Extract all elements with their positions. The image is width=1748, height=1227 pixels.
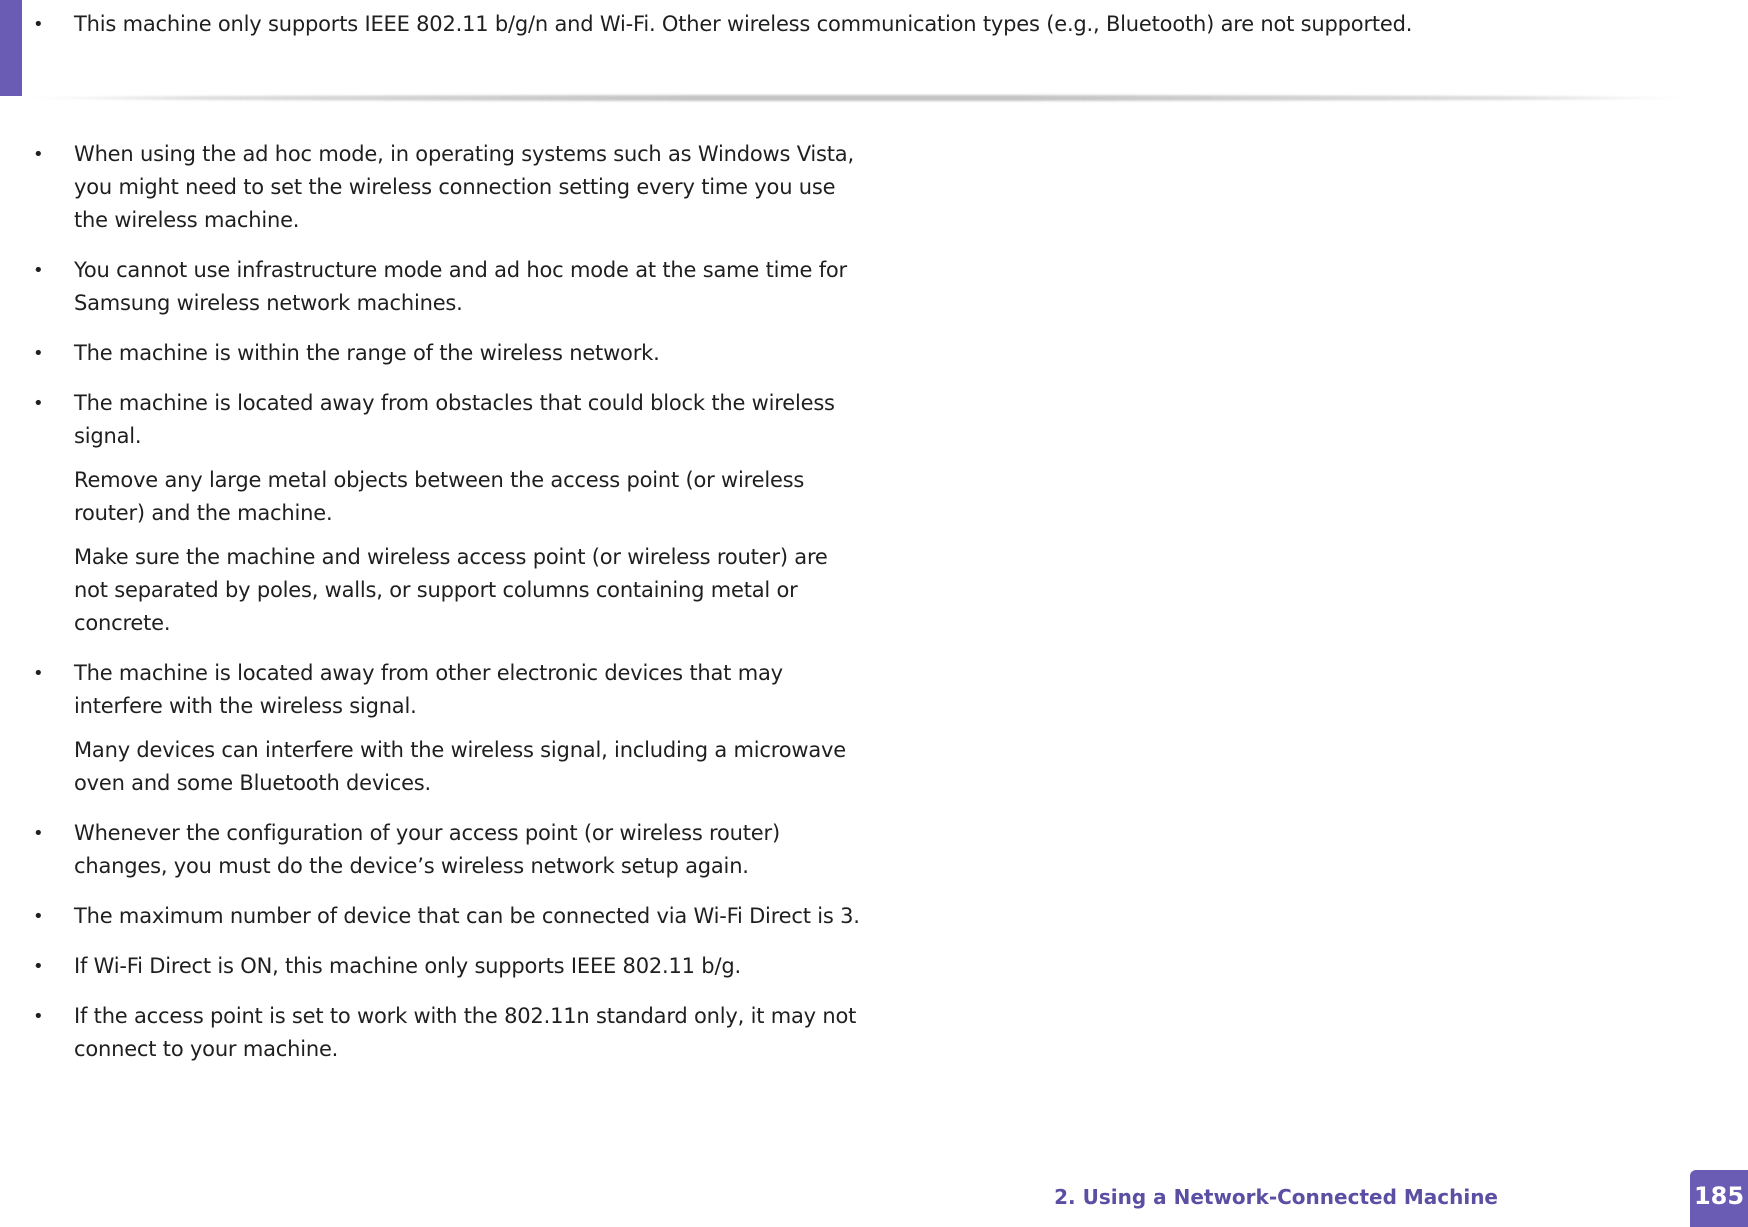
top-note (33, 8, 1633, 41)
list-item-text: You cannot use infrastructure mode and ad hoc mode at the same time for Samsung wireless network machines. (74, 258, 847, 315)
list-item (33, 254, 863, 320)
list-item-text: The machine is within the range of the wireless network. (74, 341, 660, 365)
left-accent-bar (0, 0, 22, 96)
list-item-text: The maximum number of device that can be connected via Wi-Fi Direct is 3. (74, 904, 860, 928)
list-item (33, 950, 863, 983)
list-item (33, 817, 863, 883)
list-item-text: If the access point is set to work with the 802.11n standard only, it may not connect to your machine. (74, 1004, 857, 1061)
list-item-subtext: Remove any large metal objects between the access point (or wireless router) and the machine. (74, 468, 805, 525)
list-item (33, 900, 863, 933)
list-item-subtext: Make sure the machine and wireless access point (or wireless router) are not separated by poles, walls, or support columns containing metal or concrete. (74, 545, 828, 635)
notes-list (33, 138, 863, 1083)
list-item-text: Whenever the configuration of your access point (or wireless router) changes, you must do the device’s wireless network setup again. (74, 821, 780, 878)
bullet-marker: • (33, 260, 44, 281)
list-item-body (74, 387, 863, 640)
list-item (33, 337, 863, 370)
header-divider (26, 95, 1686, 101)
list-item-text: When using the ad hoc mode, in operating systems such as Windows Vista, you might need to set the wireless connection setting every time you use the wireless machine. (74, 142, 854, 232)
bullet-marker: • (33, 1006, 44, 1027)
list-item-text: If Wi-Fi Direct is ON, this machine only supports IEEE 802.11 b/g. (74, 954, 741, 978)
list-item-body (74, 337, 863, 370)
list-item (33, 657, 863, 800)
top-note-text: This machine only supports IEEE 802.11 b/g/n and Wi-Fi. Other wireless communication types (e.g., Bluetooth) are not supported. (74, 12, 1413, 36)
footer-section-title: 2. Using a Network-Connected Machine (1054, 1185, 1498, 1209)
bullet-marker: • (33, 663, 44, 684)
bullet-marker: • (33, 393, 44, 414)
list-item (33, 138, 863, 237)
page-number-badge: 185 (1690, 1170, 1748, 1227)
bullet-marker: • (33, 14, 44, 35)
list-item (33, 387, 863, 640)
bullet-marker: • (33, 956, 44, 977)
list-item-body (74, 657, 863, 800)
list-item-body (74, 900, 863, 933)
list-item-text: The machine is located away from other electronic devices that may interfere with the wireless signal. (74, 661, 783, 718)
list-item-body (74, 1000, 863, 1066)
bullet-marker: • (33, 823, 44, 844)
list-item-text: The machine is located away from obstacles that could block the wireless signal. (74, 391, 835, 448)
list-item-body (74, 138, 863, 237)
list-item-subtext: Many devices can interfere with the wireless signal, including a microwave oven and some Bluetooth devices. (74, 738, 846, 795)
list-item-body (74, 950, 863, 983)
bullet-marker: • (33, 144, 44, 165)
bullet-marker: • (33, 343, 44, 364)
list-item-body (74, 817, 863, 883)
list-item-body (74, 254, 863, 320)
bullet-marker: • (33, 906, 44, 927)
list-item (33, 1000, 863, 1066)
